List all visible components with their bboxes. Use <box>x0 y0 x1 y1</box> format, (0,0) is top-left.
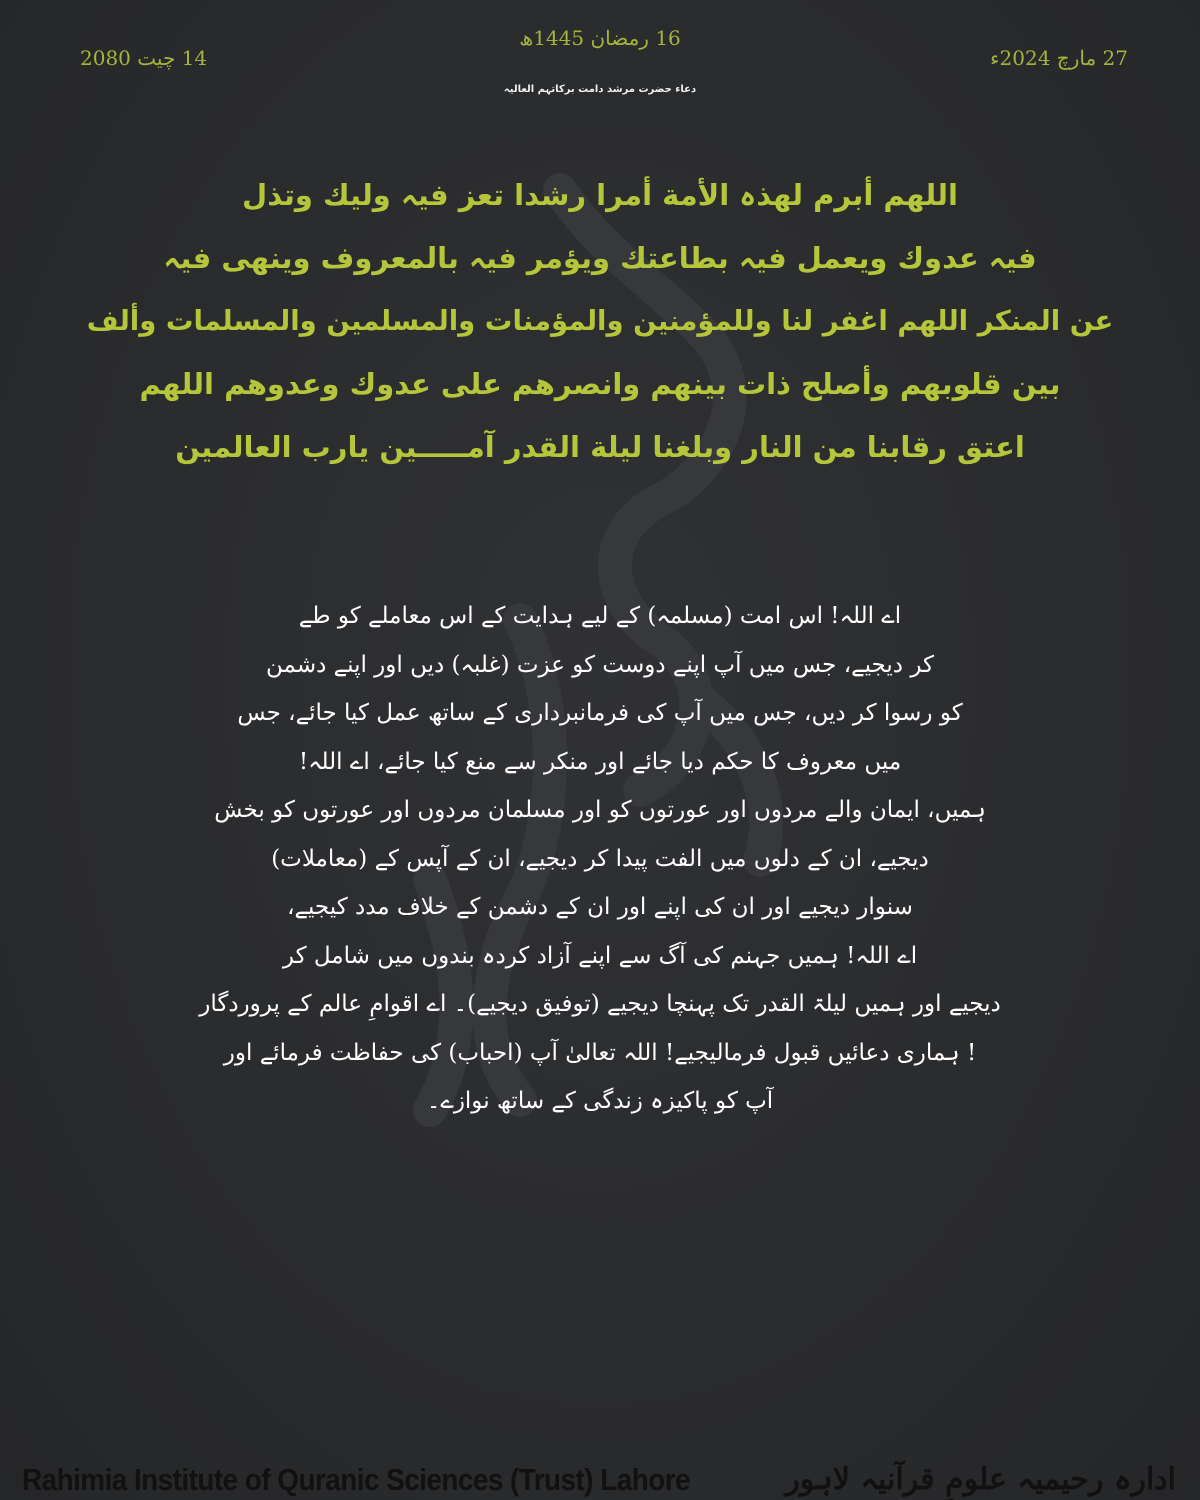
urdu-translation-line: آپ کو پاکیزہ زندگی کے ساتھ نوازے۔ <box>426 1088 774 1114</box>
urdu-translation-line: ! ہماری دعائیں قبول فرمالیجیے! اللہ تعالیٰ آپ (احباب) کی حفاظت فرمائے اور <box>223 1039 977 1066</box>
bikrami-date: 14 چیت 2080 <box>80 46 208 70</box>
urdu-translation-line: سنوار دیجیے اور ان کی اپنے اور ان کے دشمن کے خلاف مدد کیجیے، <box>287 894 913 920</box>
urdu-translation-line: دیجیے، ان کے دلوں میں الفت پیدا کر دیجیے، ان کے آپس کے (معاملات) <box>271 845 929 872</box>
dua-heading: دعاء حضرت مرشد دامت برکاتہم العالیہ <box>503 84 697 95</box>
footer <box>0 1460 1200 1500</box>
arabic-dua-text <box>80 164 1120 479</box>
arabic-dua-line: عن المنکر اللھم اغفر لنا وللمؤمنین والمؤمنات والمسلمین والمسلمات وألف <box>86 305 1114 337</box>
institute-name-english: Rahimia Institute of Quranic Sciences (Trust) Lahore <box>22 1462 691 1497</box>
urdu-translation-line: ہمیں، ایمان والے مردوں اور عورتوں کو اور مسلمان مردوں اور عورتوں کو بخش <box>214 797 986 823</box>
arabic-dua-line: اللھم أبرم لھذہ الأمة أمرا رشدا تعز فیہ ولیك وتذل <box>242 178 958 212</box>
institute-logo-urdu: ادارہ رحیمیہ علومِ قرآنیہ لاہور <box>785 1462 1176 1497</box>
urdu-translation-line: میں معروف کا حکم دیا جائے اور منکر سے منع کیا جائے، اے اللہ! <box>298 748 902 775</box>
hijri-date: 16 رمضان 1445ھ <box>519 26 681 50</box>
urdu-translation-line: کو رسوا کر دیں، جس میں آپ کی فرمانبرداری کے ساتھ عمل کیا جائے، جس <box>237 700 963 726</box>
gregorian-date: 27 مارچ 2024ء <box>990 46 1128 70</box>
urdu-translation-line: اے اللہ! ہمیں جہنم کی آگ سے اپنے آزاد کردہ بندوں میں شامل کر <box>282 942 918 969</box>
urdu-translation-line: اے اللہ! اس امت (مسلمہ) کے لیے ہدایت کے اس معاملے کو طے <box>298 603 902 629</box>
urdu-translation-line: دیجیے اور ہمیں لیلۃ القدر تک پہنچا دیجیے (توفیق دیجیے)۔ اے اقوامِ عالم کے پروردگار <box>199 991 1001 1017</box>
arabic-dua-line: اعتق رقابنا من النار وبلغنا لیلة القدر آمـــــین یارب العالمین <box>175 430 1025 464</box>
urdu-translation-line: کر دیجیے، جس میں آپ اپنے دوست کو عزت (غلبہ) دیں اور اپنے دشمن <box>266 651 934 678</box>
urdu-translation-text <box>140 592 1060 1126</box>
arabic-dua-line: فیہ عدوك ویعمل فیہ بطاعتك ویؤمر فیہ بالمعروف وینھی فیہ <box>163 241 1037 275</box>
arabic-dua-line: بین قلوبھم وأصلح ذات بینھم وانصرھم علی عدوك وعدوھم اللھم <box>139 367 1061 401</box>
